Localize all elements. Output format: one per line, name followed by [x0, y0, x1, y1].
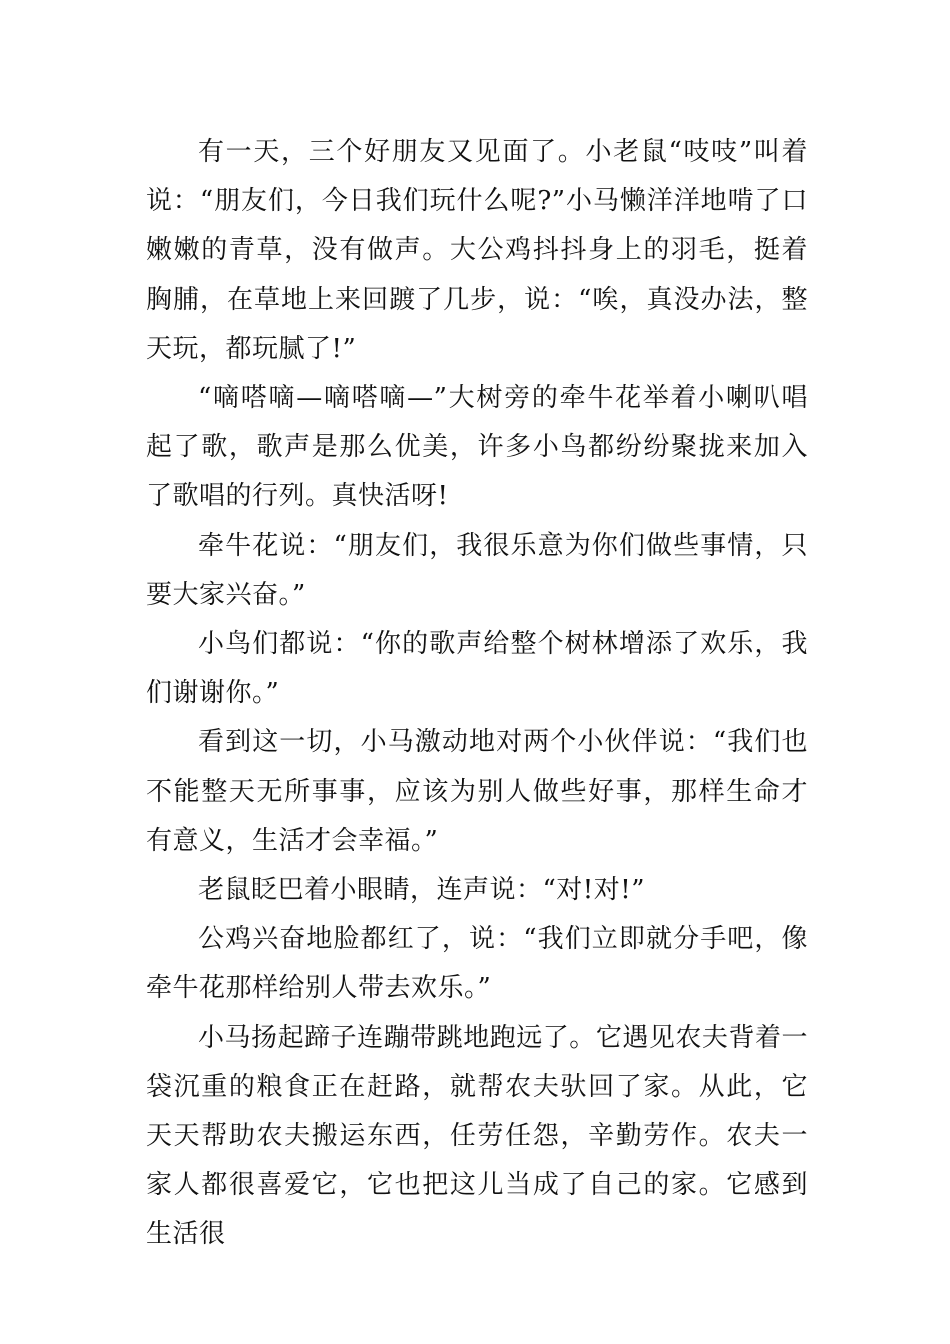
paragraph-4: 小鸟们都说：“你的歌声给整个树林增添了欢乐，我们谢谢你。”: [146, 629, 808, 709]
paragraph-1: 有一天，三个好朋友又见面了。小老鼠“吱吱”叫着说：“朋友们，今日我们玩什么呢?”小马懒洋洋地啃了口嫩嫩的青草，没有做声。大公鸡抖抖身上的羽毛，挺着胸脯，在草地上来回踱了几步，说：“唉，真没办法，整天玩，都玩腻了!”: [146, 137, 808, 364]
paragraph-5: 看到这一切，小马激动地对两个小伙伴说：“我们也不能整天无所事事，应该为别人做些好事，那样生命才有意义，生活才会幸福。”: [146, 727, 808, 856]
paragraph-6: 老鼠眨巴着小眼睛，连声说：“对!对!”: [198, 875, 645, 906]
paragraph-7: 公鸡兴奋地脸都红了，说：“我们立即就分手吧，像牵牛花那样给别人带去欢乐。”: [146, 924, 808, 1004]
story-text: [146, 128, 808, 1260]
paragraph-3: 牵牛花说：“朋友们，我很乐意为你们做些事情，只要大家兴奋。”: [146, 530, 808, 610]
paragraph-8: 小马扬起蹄子连蹦带跳地跑远了。它遇见农夫背着一袋沉重的粮食正在赶路，就帮农夫驮回了家。从此，它天天帮助农夫搬运东西，任劳任怨，辛勤劳作。农夫一家人都很喜爱它，它也把这儿当成了自己的家。它感到生活很: [146, 1022, 808, 1250]
paragraph-2: “嘀嗒嘀—嘀嗒嘀—”大树旁的牵牛花举着小喇叭唱起了歌，歌声是那么优美，许多小鸟都纷纷聚拢来加入了歌唱的行列。真快活呀!: [146, 383, 808, 512]
